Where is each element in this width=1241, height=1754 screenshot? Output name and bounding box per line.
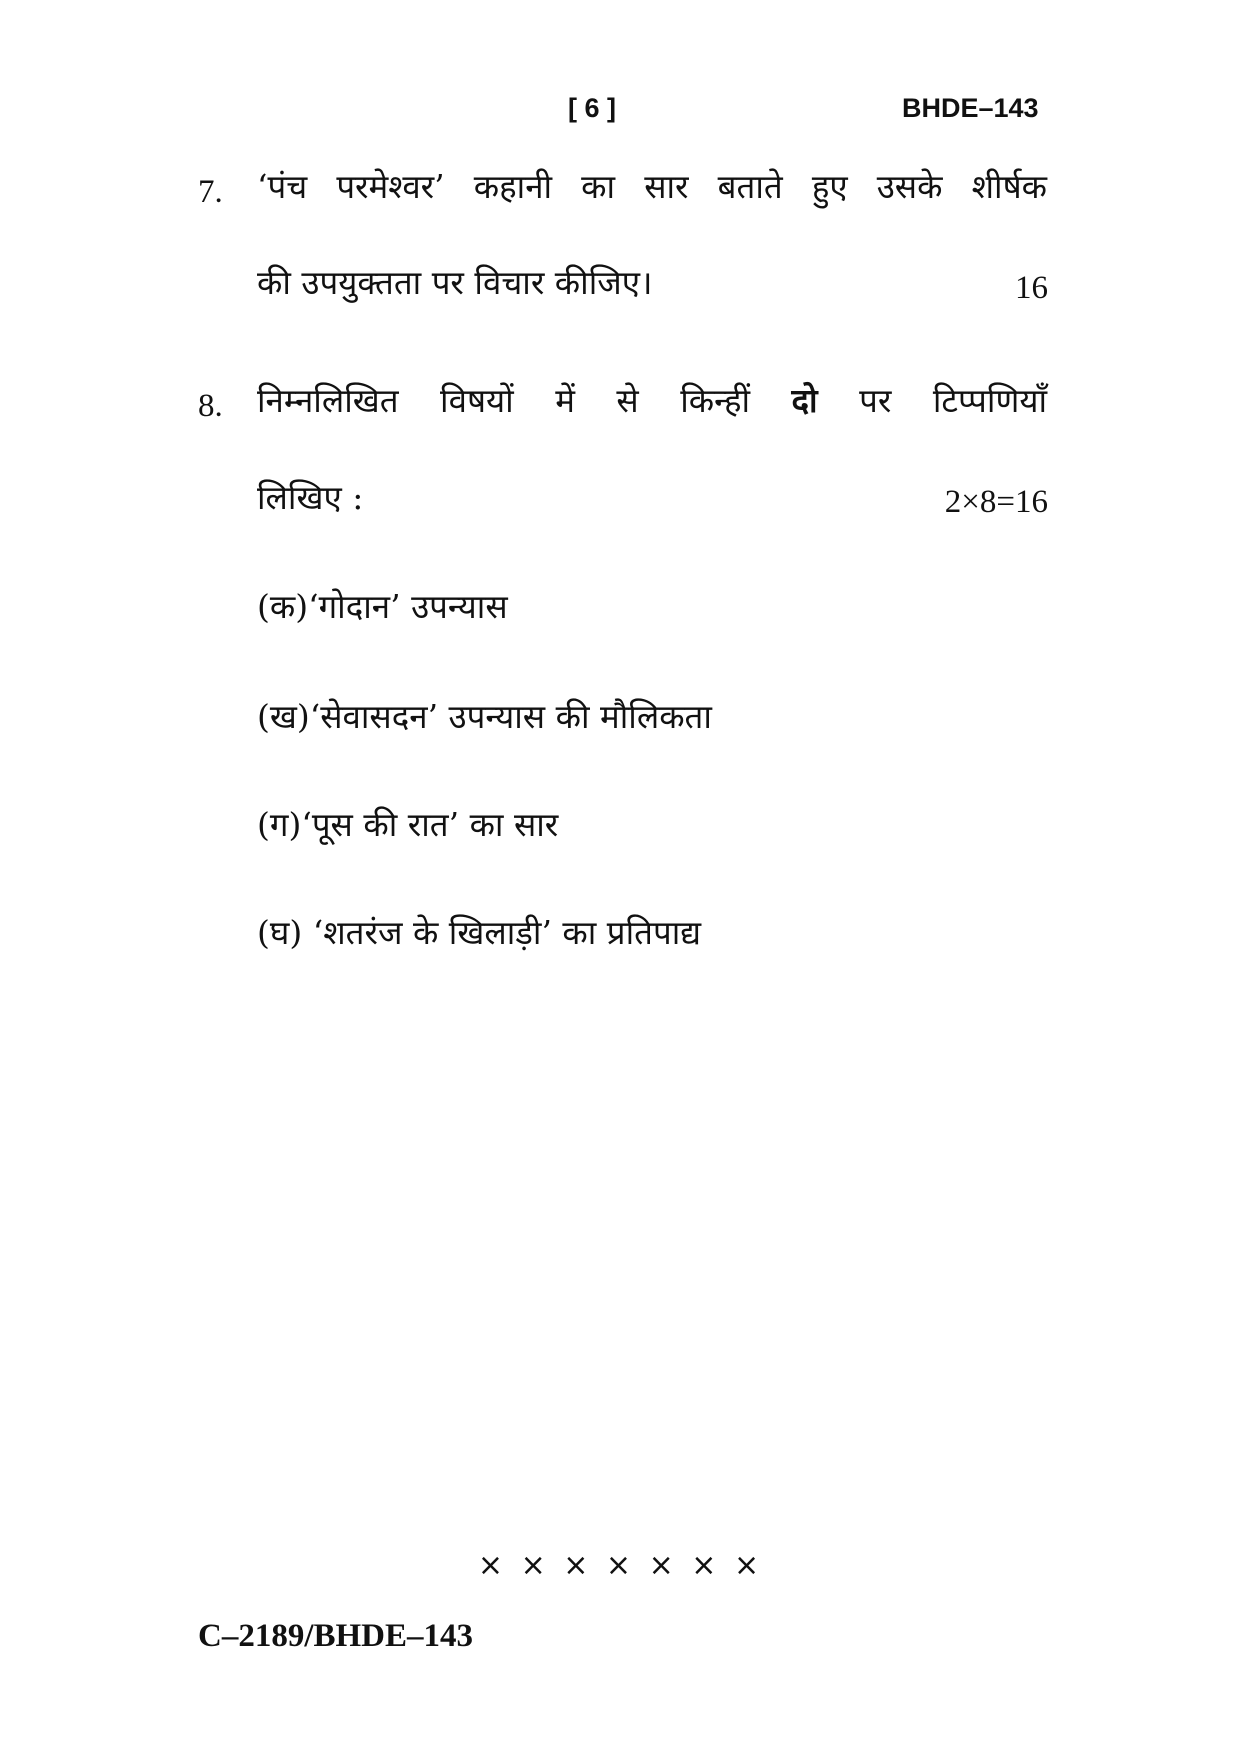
question-text-line-1 xyxy=(257,381,1048,420)
end-of-paper-mark: × × × × × × × xyxy=(477,1548,764,1583)
footer-code: C–2189/BHDE–143 xyxy=(198,1618,474,1654)
question-emphasis: दो xyxy=(791,381,818,420)
question-marks: 16 xyxy=(1015,270,1048,306)
question-text-line-2: की उपयुक्तता पर विचार कीजिए। xyxy=(257,263,653,302)
option-kha: (ख)‘सेवासदन’ उपन्यास की मौलिकता xyxy=(257,697,712,736)
question-text-line-2: लिखिए : xyxy=(257,478,364,517)
question-number: 7. xyxy=(198,174,223,210)
question-marks: 2×8=16 xyxy=(944,484,1048,520)
course-code: BHDE–143 xyxy=(902,93,1039,123)
question-text-part: पर टिप्पणियाँ xyxy=(817,381,1048,420)
question-text-line-1: ‘पंच परमेश्वर’ कहानी का सार बताते हुए उसके शीर्षक xyxy=(257,167,1047,206)
question-number: 8. xyxy=(198,388,223,424)
page-number: [ 6 ] xyxy=(568,93,617,123)
option-ga: (ग)‘पूस की रात’ का सार xyxy=(257,805,559,844)
option-ka: (क)‘गोदान’ उपन्यास xyxy=(257,587,508,626)
question-text-part: निम्नलिखित विषयों में से किन्हीं xyxy=(257,381,792,420)
option-gha: (घ) ‘शतरंज के खिलाड़ी’ का प्रतिपाद्य xyxy=(257,913,702,952)
